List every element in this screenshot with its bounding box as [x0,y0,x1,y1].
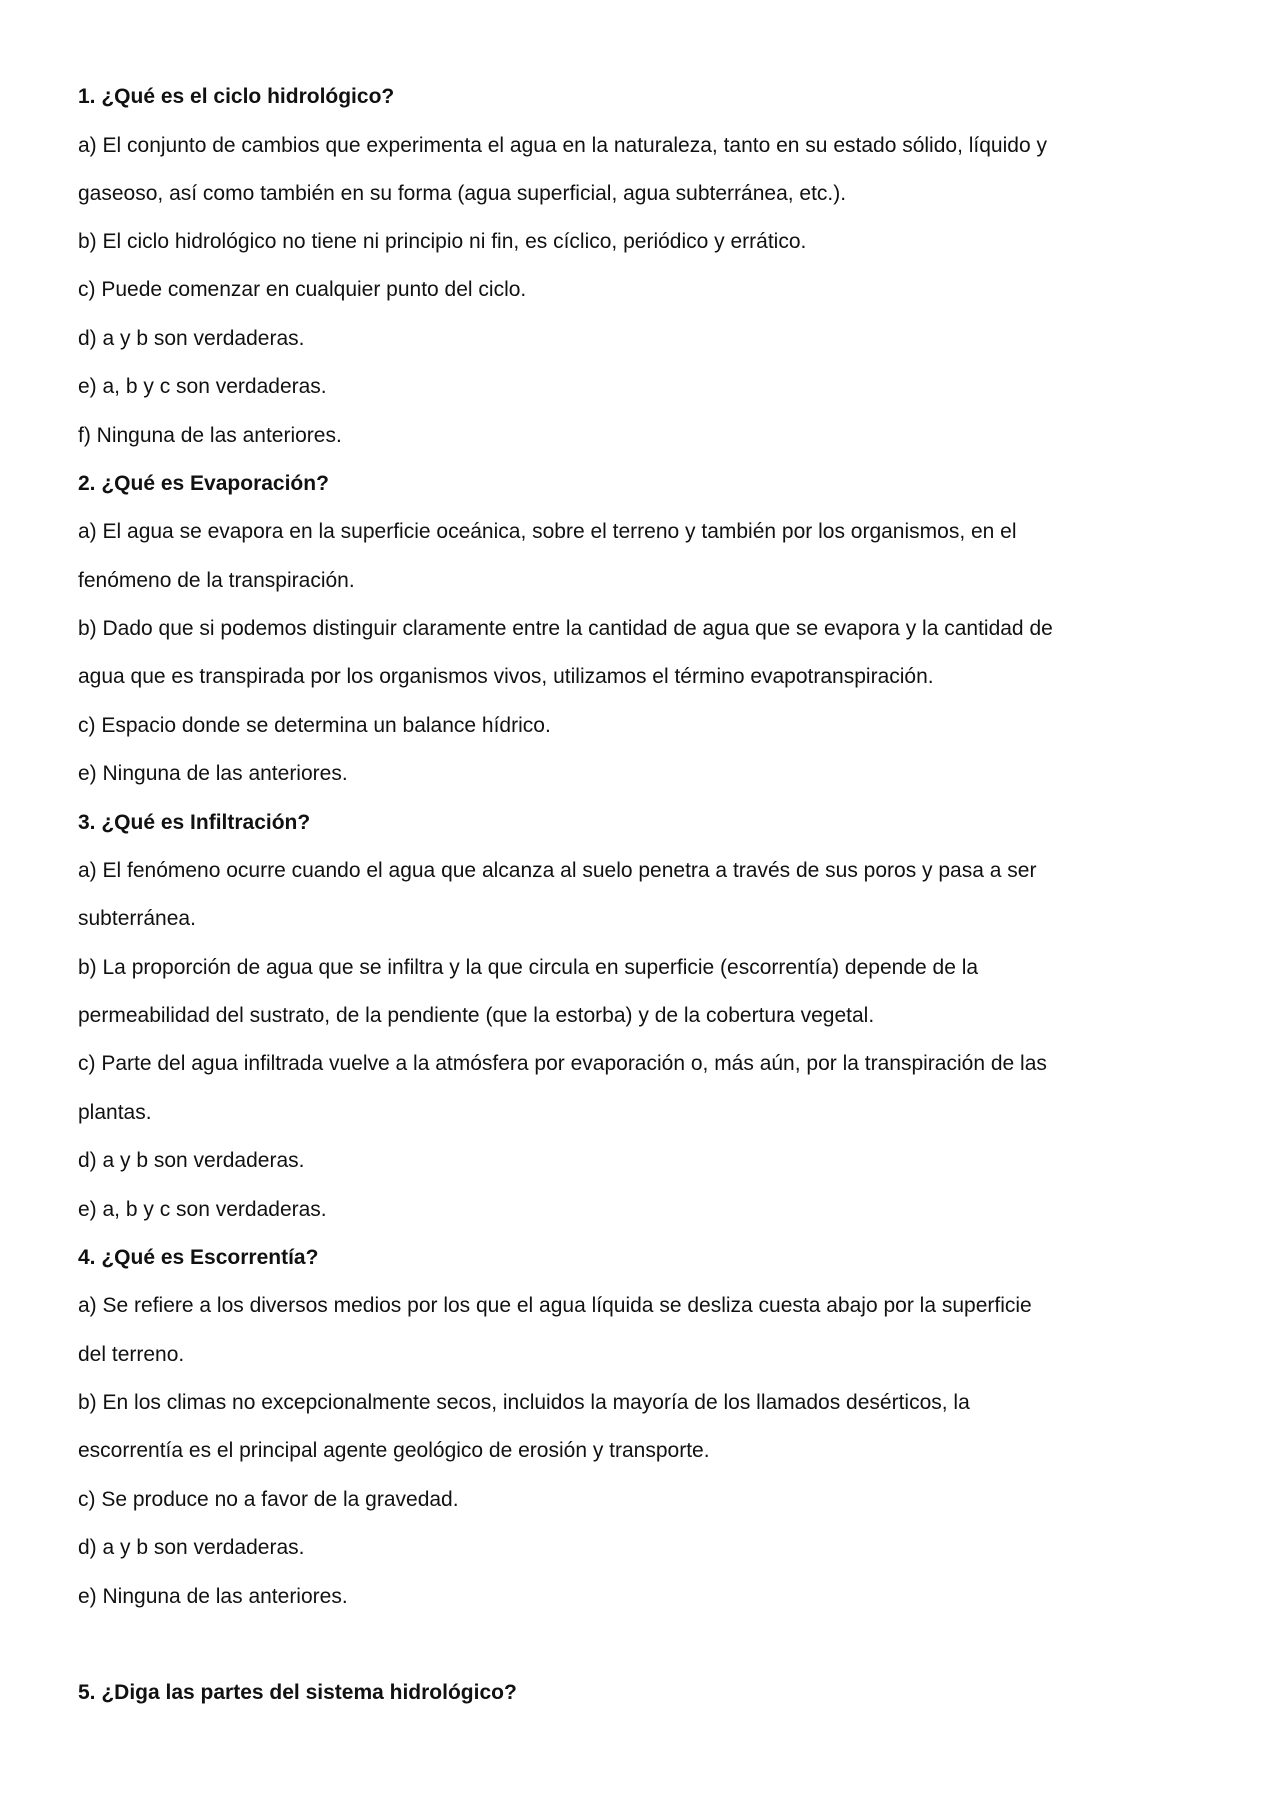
question-4-option-a: a) Se refiere a los diversos medios por los que el agua líquida se desliza cuesta abajo por la superficie [78,1294,1032,1317]
question-5-title: 5. ¿Diga las partes del sistema hidrológico? [78,1681,517,1704]
question-4-option-d: d) a y b son verdaderas. [78,1536,305,1559]
question-3-option-a-cont: subterránea. [78,907,196,930]
question-2-option-c: c) Espacio donde se determina un balance hídrico. [78,714,551,737]
question-1-option-b: b) El ciclo hidrológico no tiene ni principio ni fin, es cíclico, periódico y errático. [78,230,807,253]
question-4-option-b: b) En los climas no excepcionalmente secos, incluidos la mayoría de los llamados desérticos, la [78,1391,970,1414]
question-1-title: 1. ¿Qué es el ciclo hidrológico? [78,85,395,108]
question-2-option-e: e) Ninguna de las anteriores. [78,762,348,785]
question-1-option-a-cont: gaseoso, así como también en su forma (agua superficial, agua subterránea, etc.). [78,182,847,205]
question-2-option-b-cont: agua que es transpirada por los organismos vivos, utilizamos el término evapotranspiración. [78,665,934,688]
question-3-option-a: a) El fenómeno ocurre cuando el agua que alcanza al suelo penetra a través de sus poros y pasa a ser [78,859,1037,882]
question-3-option-b-cont: permeabilidad del sustrato, de la pendiente (que la estorba) y de la cobertura vegetal. [78,1004,875,1027]
question-1-option-d: d) a y b son verdaderas. [78,327,305,350]
question-4-option-a-cont: del terreno. [78,1343,185,1366]
question-3-option-c: c) Parte del agua infiltrada vuelve a la atmósfera por evaporación o, más aún, por la transpiración de las [78,1052,1047,1075]
question-3-option-b: b) La proporción de agua que se infiltra y la que circula en superficie (escorrentía) depende de la [78,956,979,979]
question-1-option-e: e) a, b y c son verdaderas. [78,375,327,398]
question-2-option-b: b) Dado que si podemos distinguir claramente entre la cantidad de agua que se evapora y la cantidad de [78,617,1053,640]
question-3-title: 3. ¿Qué es Infiltración? [78,811,311,834]
question-1-option-c: c) Puede comenzar en cualquier punto del ciclo. [78,278,527,301]
question-4-option-e: e) Ninguna de las anteriores. [78,1585,348,1608]
question-4-option-b-cont: escorrentía es el principal agente geológico de erosión y transporte. [78,1439,710,1462]
question-2-option-a-cont: fenómeno de la transpiración. [78,569,355,592]
question-4-option-c: c) Se produce no a favor de la gravedad. [78,1488,459,1511]
question-3-option-d: d) a y b son verdaderas. [78,1149,305,1172]
question-2-option-a: a) El agua se evapora en la superficie oceánica, sobre el terreno y también por los organismos, en el [78,520,1017,543]
question-1-option-a: a) El conjunto de cambios que experimenta el agua en la naturaleza, tanto en su estado sólido, líquido y [78,134,1047,157]
question-2-title: 2. ¿Qué es Evaporación? [78,472,329,495]
question-3-option-c-cont: plantas. [78,1101,152,1124]
question-3-option-e: e) a, b y c son verdaderas. [78,1198,327,1221]
question-4-title: 4. ¿Qué es Escorrentía? [78,1246,319,1269]
question-1-option-f: f) Ninguna de las anteriores. [78,424,342,447]
